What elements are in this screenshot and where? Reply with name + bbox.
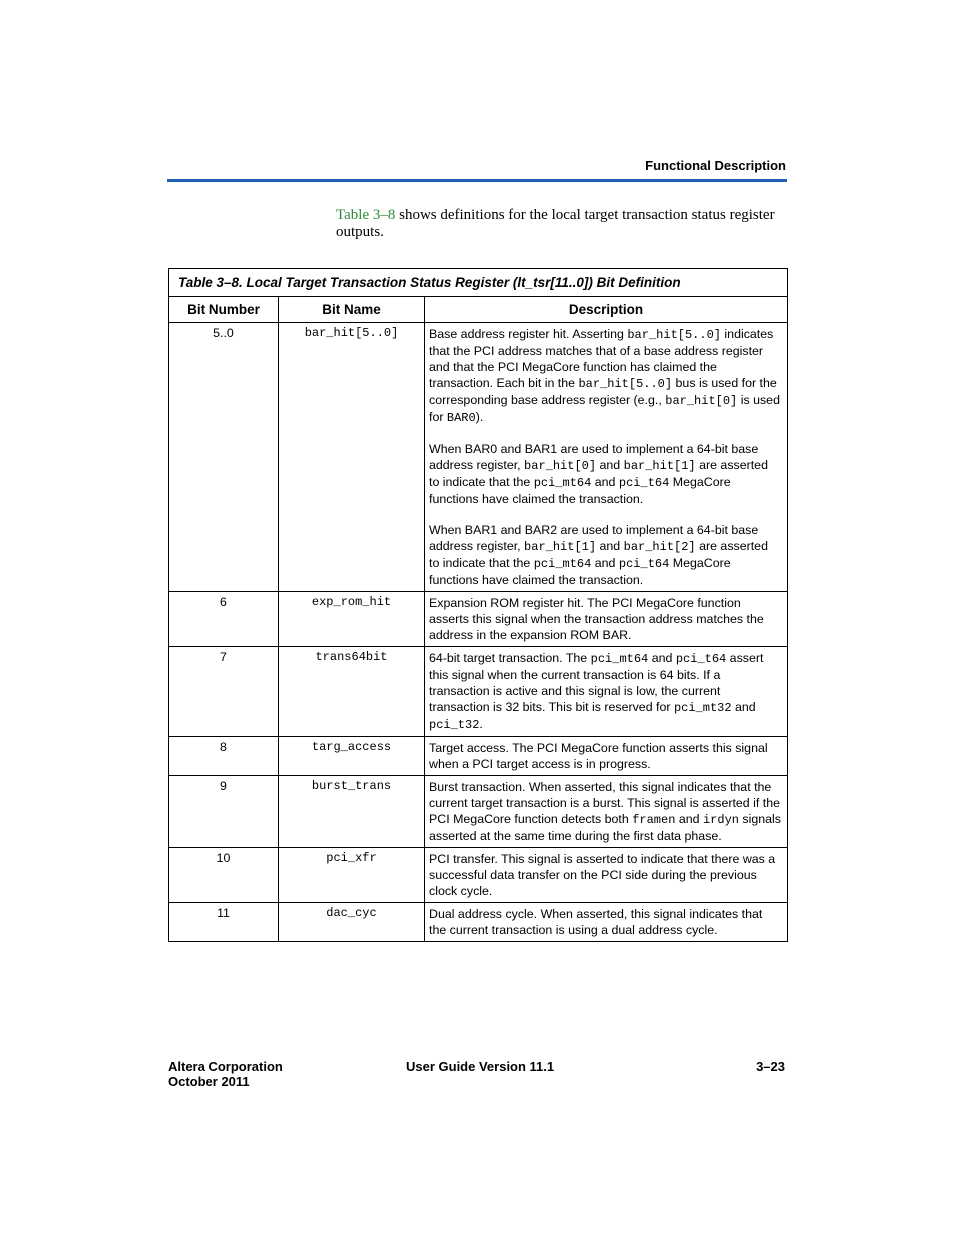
intro-text: shows definitions for the local target transaction status register outputs.: [336, 207, 775, 240]
description-text: assert this signal when the current transaction is 64 bits. If a transaction is active and this signal is low, the current transaction is 32 bits. This bit is reserved for: [429, 651, 764, 714]
description-text: bus is used for the corresponding base address register (e.g.,: [429, 376, 777, 407]
description-text: Base address register hit. Asserting: [429, 327, 628, 341]
bit-number-cell: 10: [169, 848, 279, 903]
description-text: Expansion ROM register hit. The PCI MegaCore function asserts this signal when the transaction address matches the address in the expansion ROM BAR.: [429, 596, 764, 642]
description-text: and: [731, 700, 756, 714]
description-text: signals asserted at the same time during the first data phase.: [429, 812, 781, 843]
header-rule: [167, 179, 787, 182]
description-paragraph: [429, 326, 781, 426]
signal-name: pci_mt64: [533, 557, 592, 571]
signal-name: irdyn: [702, 813, 739, 827]
table-row: [169, 323, 788, 592]
description-paragraph: [429, 650, 781, 733]
description-cell: [425, 776, 788, 848]
table-row: [169, 647, 788, 737]
description-text: indicates that the PCI address matches that of a base address register and that the PCI MegaCore function has claimed the transaction. Each bit in the: [429, 327, 774, 390]
signal-name: BAR0: [446, 411, 476, 425]
signal-name: pci_t64: [675, 652, 727, 666]
description-text: 64-bit target transaction. The: [429, 651, 591, 665]
table-row: [169, 903, 788, 942]
description-cell: [425, 737, 788, 776]
description-cell: [425, 323, 788, 592]
bit-definition-table: [168, 268, 788, 942]
table-caption: Table 3–8. Local Target Transaction Status Register (lt_tsr[11..0]) Bit Definition: [169, 269, 788, 297]
description-paragraph: [429, 441, 781, 507]
signal-name: pci_mt64: [533, 476, 592, 490]
bit-number-cell: 11: [169, 903, 279, 942]
description-text: and: [596, 458, 624, 472]
footer-page-number: 3–23: [756, 1059, 785, 1074]
description-text: MegaCore functions have claimed the transaction.: [429, 556, 731, 587]
description-cell: [425, 903, 788, 942]
description-cell: [425, 848, 788, 903]
running-header-title: Functional Description: [645, 158, 786, 173]
description-cell: [425, 647, 788, 737]
description-text: are asserted to indicate that the: [429, 458, 768, 489]
table-reference-link[interactable]: Table 3–8: [336, 207, 396, 223]
description-paragraph: [429, 740, 781, 772]
bit-name-cell: pci_xfr: [279, 848, 425, 903]
bit-name-cell: bar_hit[5..0]: [279, 323, 425, 592]
bit-name-cell: dac_cyc: [279, 903, 425, 942]
footer-left: [168, 1059, 283, 1089]
column-header-description: Description: [425, 297, 788, 323]
signal-name: pci_t64: [618, 476, 670, 490]
signal-name: pci_t32: [429, 718, 480, 732]
description-text: When BAR0 and BAR1 are used to implement a 64-bit base address register,: [429, 442, 759, 472]
signal-name: bar_hit[1]: [623, 459, 696, 473]
description-text: and: [591, 556, 619, 570]
description-paragraph: [429, 779, 781, 844]
description-paragraph: [429, 522, 781, 588]
description-text: Burst transaction. When asserted, this signal indicates that the current target transaction is a burst. This signal is asserted if the PCI MegaCore function detects both: [429, 780, 781, 826]
signal-name: framen: [632, 813, 676, 827]
signal-name: bar_hit[0]: [524, 459, 597, 473]
description-paragraph: [429, 906, 781, 938]
bit-number-cell: 6: [169, 592, 279, 647]
table-row: [169, 737, 788, 776]
signal-name: bar_hit[2]: [623, 540, 696, 554]
signal-name: bar_hit[1]: [524, 540, 597, 554]
bit-name-cell: targ_access: [279, 737, 425, 776]
description-text: are asserted to indicate that the: [429, 539, 768, 570]
bit-number-cell: 7: [169, 647, 279, 737]
bit-number-cell: 9: [169, 776, 279, 848]
signal-name: pci_mt64: [590, 652, 649, 666]
description-text: and: [596, 539, 624, 553]
table-body: [169, 323, 788, 942]
description-text: PCI transfer. This signal is asserted to indicate that there was a successful data transfer on the PCI side during the previous clock cycle.: [429, 852, 776, 898]
description-text: is used for: [429, 393, 780, 424]
description-cell: [425, 592, 788, 647]
footer-guide-version: User Guide Version 11.1: [406, 1059, 555, 1074]
signal-name: bar_hit[5..0]: [578, 377, 673, 391]
description-text: and: [648, 651, 676, 665]
bit-name-cell: exp_rom_hit: [279, 592, 425, 647]
column-header-bit-name: Bit Name: [279, 297, 425, 323]
description-text: MegaCore functions have claimed the transaction.: [429, 475, 731, 506]
bit-name-cell: trans64bit: [279, 647, 425, 737]
footer-company: Altera Corporation: [168, 1059, 283, 1074]
description-paragraph: [429, 595, 781, 643]
signal-name: bar_hit[0]: [665, 394, 738, 408]
column-header-bit-number: Bit Number: [169, 297, 279, 323]
table-row: [169, 848, 788, 903]
signal-name: pci_mt32: [673, 701, 732, 715]
description-text: and: [591, 475, 619, 489]
signal-name: pci_t64: [618, 557, 670, 571]
intro-paragraph: [336, 207, 788, 241]
description-text: and: [675, 812, 703, 826]
description-text: When BAR1 and BAR2 are used to implement a 64-bit base address register,: [429, 523, 759, 553]
description-text: .: [479, 717, 483, 731]
footer-date: October 2011: [168, 1074, 250, 1089]
description-text: ).: [475, 410, 484, 424]
description-text: Target access. The PCI MegaCore function asserts this signal when a PCI target access is in progress.: [429, 741, 768, 771]
bit-number-cell: 8: [169, 737, 279, 776]
description-text: Dual address cycle. When asserted, this signal indicates that the current transaction is using a dual address cycle.: [429, 907, 763, 937]
bit-number-cell: 5..0: [169, 323, 279, 592]
signal-name: bar_hit[5..0]: [627, 328, 721, 342]
bit-name-cell: burst_trans: [279, 776, 425, 848]
table-row: [169, 592, 788, 647]
table-row: [169, 776, 788, 848]
description-paragraph: [429, 851, 781, 899]
